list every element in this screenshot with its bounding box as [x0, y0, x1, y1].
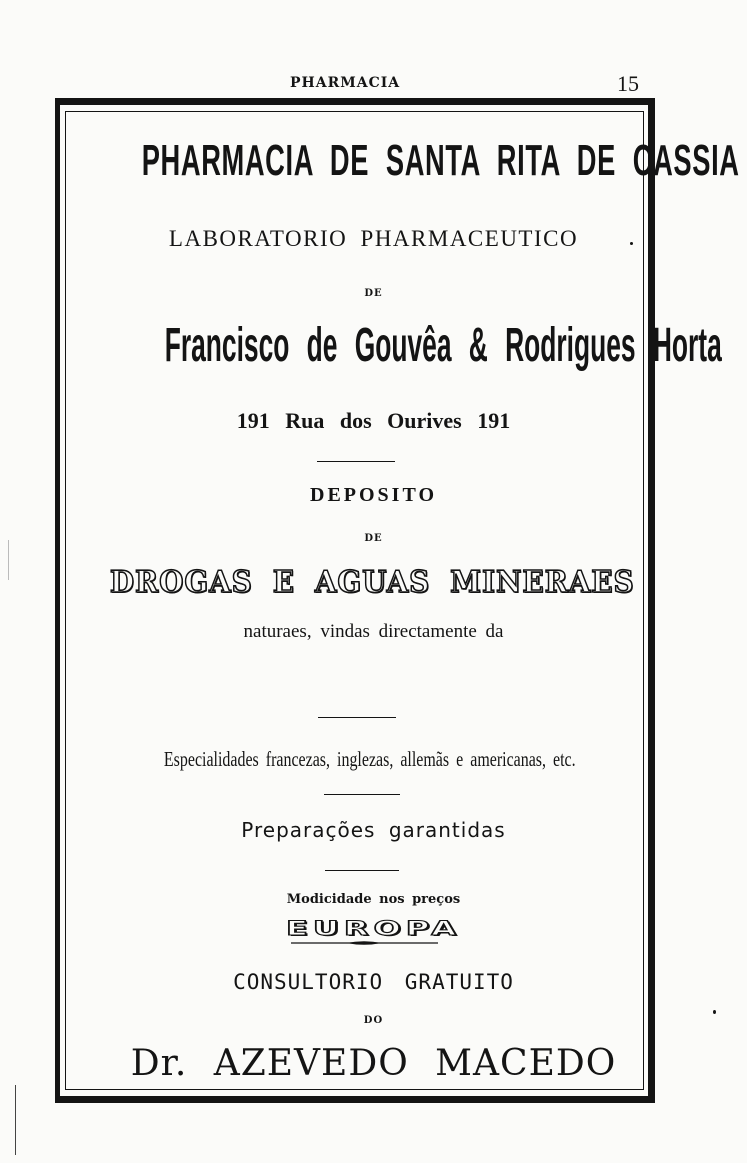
running-head: [0, 73, 747, 97]
guarantee-text: Preparações garantidas: [241, 818, 506, 842]
laboratory-title: LABORATORIO PHARMACEUTICO: [168, 226, 579, 251]
street-address: 191 Rua dos Ourives 191: [236, 408, 511, 433]
divider-rule: [325, 870, 399, 871]
owners-name: Francisco de Gouvêa & Rodrigues Horta: [164, 319, 722, 372]
pharmacy-name: PHARMACIA DE SANTA RITA DE CASSIA: [141, 136, 740, 185]
ink-speck: [630, 242, 633, 245]
margin-mark: [15, 1085, 16, 1155]
page-number: 15: [617, 71, 639, 96]
running-title: PHARMACIA: [290, 75, 401, 91]
europa-heading: EUROPA: [286, 916, 461, 940]
divider-rule: [317, 461, 395, 462]
origin-text: naturaes, vindas directamente da: [243, 621, 504, 642]
deposito-heading: DEPOSITO: [310, 484, 437, 506]
ink-speck: [713, 1010, 716, 1014]
connector-do: DO: [363, 1015, 384, 1026]
connector-de: DE: [364, 288, 383, 299]
divider-rule: [324, 794, 400, 795]
doctor-name: Dr. AZEVEDO MACEDO: [130, 1043, 617, 1084]
drogas-heading: DROGAS E AGUAS MINERAES: [109, 565, 635, 600]
margin-mark: [8, 540, 9, 580]
prices-text: Modicidade nos preços: [286, 892, 461, 907]
divider-rule: [318, 717, 396, 718]
ornamental-rule: [291, 939, 438, 947]
connector-de: DE: [364, 533, 383, 544]
consultation-heading: CONSULTORIO GRATUITO: [233, 970, 514, 994]
specialties-text: Especialidades francezas, inglezas, allemãs e americanas, etc.: [163, 747, 576, 771]
